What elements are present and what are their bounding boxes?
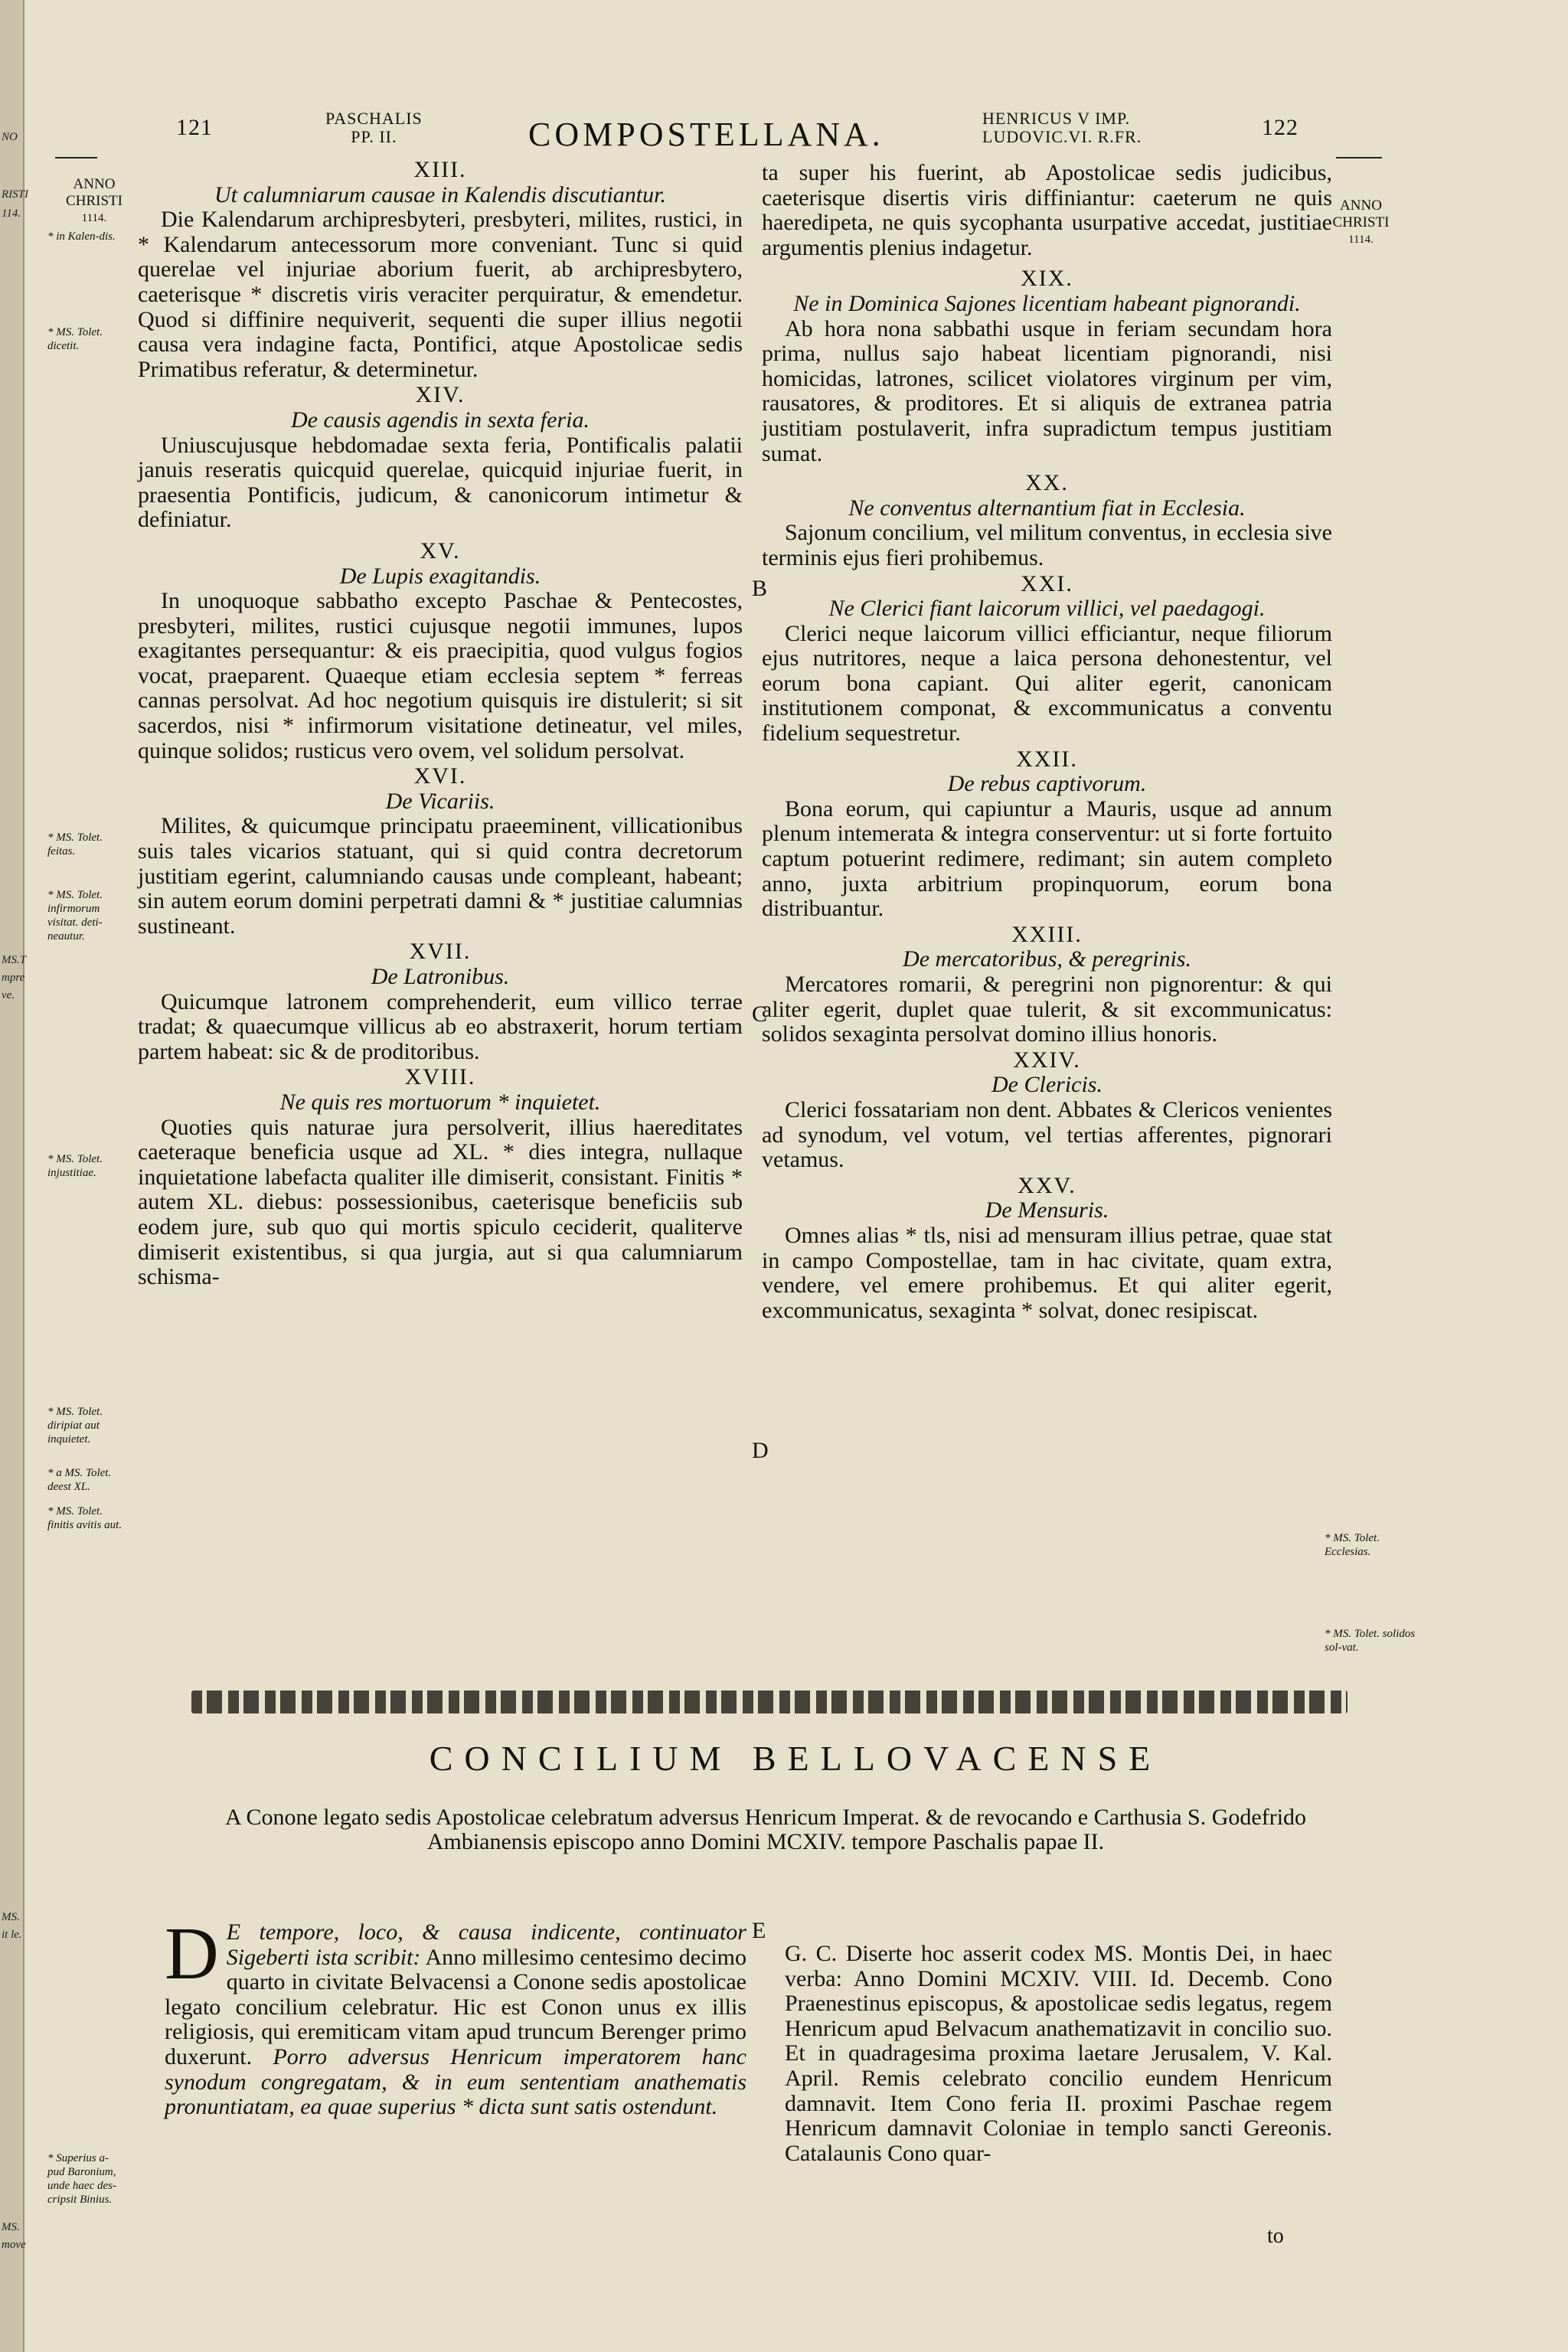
margin-note: * in Kalen-dis. bbox=[47, 230, 116, 243]
gutter-note: ve. bbox=[2, 989, 15, 1001]
gutter-note: MS. bbox=[2, 2221, 20, 2233]
anno-christi-left: ANNO CHRISTI 1114. bbox=[66, 176, 122, 224]
catchword: to bbox=[1267, 2224, 1284, 2248]
section-number: XIII. bbox=[413, 157, 467, 182]
section-rubric: Ne conventus alternantium fiat in Ecclesia. bbox=[848, 495, 1246, 521]
section-rubric: De Mensuris. bbox=[985, 1197, 1109, 1223]
margin-note: * MS. Tolet. finitis avitis aut. bbox=[47, 1505, 122, 1531]
section-number: XIV. bbox=[415, 382, 466, 408]
concilium-left-column bbox=[165, 1913, 746, 2120]
margin-note: * MS. Tolet. feitas. bbox=[47, 831, 103, 858]
section-rubric: De Clericis. bbox=[991, 1072, 1102, 1098]
right-column bbox=[762, 161, 1332, 1323]
section-text: Quoties quis naturae jura persolverit, illius haereditates caeteraque beneficia usque ad XL. * dies integra, nullaque inquietatione labefacta qualiter ille dimiserit, consistant. Finitis * autem XL. diebus: possessionibus, caeterisque beneficiis sub eodem jure, sub quo qui mortis spiculo ceciderit, qualiterve dimiserit existentibus, si qua jurgia, aut si qua calumniarum schisma- bbox=[138, 1114, 743, 1290]
line-marker-e: E bbox=[752, 1918, 766, 1943]
section-number: XVI. bbox=[413, 763, 467, 789]
gutter-note: mpre bbox=[2, 972, 25, 984]
section-rubric: De rebus captivorum. bbox=[947, 771, 1147, 797]
gutter-note: 114. bbox=[2, 207, 21, 220]
section-number: XV. bbox=[420, 537, 461, 564]
text-italic: Porro adversus Henricum imperatorem hanc synodum congregatam, & in eum sententiam anathematis pronuntiatam, ea quae superius * dicta sunt satis ostendunt. bbox=[165, 2043, 746, 2120]
section-number: XXII. bbox=[1016, 746, 1078, 772]
concilium-subtitle: A Conone legato sedis Apostolicae celebratum adversus Henricum Imperat. & de revocando e Carthusia S. Godefrido Ambianensis episcopo anno Domini MCXIV. tempore Paschalis papae II. bbox=[224, 1805, 1307, 1854]
section-number: XX. bbox=[1025, 470, 1069, 496]
margin-note: * MS. Tolet. solidos sol-vat. bbox=[1325, 1628, 1416, 1654]
margin-note: * MS. Tolet. injustitiae. bbox=[47, 1153, 103, 1179]
section-number: XXV. bbox=[1018, 1172, 1076, 1198]
gutter-note: MS.T bbox=[2, 954, 27, 966]
margin-note: * MS. Tolet. diripiat aut inquietet. bbox=[47, 1406, 103, 1446]
binding-gutter bbox=[0, 0, 28, 2352]
rule bbox=[1336, 157, 1382, 158]
anno-christi-right: ANNO CHRISTI 1114. bbox=[1332, 198, 1390, 246]
section-rubric: De Latronibus. bbox=[371, 964, 510, 989]
section-rubric: De mercatoribus, & peregrinis. bbox=[903, 946, 1191, 972]
section-text: Omnes alias * tls, nisi ad mensuram illius petrae, quae stat in campo Compostellae, tam in hac civitate, quam extra, vendere, vel emere prohibemus. Et qui aliter egerit, excommunicatus, sexaginta * solvat, donec resipiscat. bbox=[762, 1222, 1332, 1323]
concilium-title: CONCILIUM BELLOVACENSE bbox=[429, 1739, 1162, 1778]
drop-cap: D bbox=[165, 1913, 219, 1995]
section-number: XXIII. bbox=[1011, 921, 1083, 947]
section-number: XVII. bbox=[409, 939, 472, 965]
rule bbox=[55, 157, 97, 158]
running-title: COMPOSTELLANA. bbox=[528, 116, 884, 153]
section-text: ta super his fuerint, ab Apostolicae sedis judicibus, caeterisque disertis viris diffiniantur: caeterum ne quis haeredipeta, ne quis sycophanta usurpative accedat, justitiae argumentis plenius indagetur. bbox=[762, 160, 1332, 260]
section-number: XXI. bbox=[1021, 570, 1073, 596]
line-marker-b: B bbox=[752, 576, 768, 601]
margin-note: * Superius a-pud Baronium, unde haec des-cripsit Binius. bbox=[47, 2152, 116, 2206]
section-number: XIX. bbox=[1021, 266, 1073, 292]
book-page bbox=[23, 0, 1568, 2352]
running-head-left: PASCHALIS PP. II. bbox=[325, 109, 423, 146]
text-roman: G. C. Diserte hoc asserit codex MS. Montis Dei, in haec verba: Anno Domini MCXIV. VIII. Id. Decemb. Cono Praenestinus episcopus, & apostolicae sedis legatus, regem Henricum apud Belvacum anathematizavit in concilio suo. Et in quadragesima proxima laetare Jerusalem, V. Kal. April. Remis celebrato concilio eundem Henricum damnavit. Item Cono feria II. proximi Paschae regem Henricum damnavit Coloniae in templo sancti Gereonis. Catalaunis Cono quar- bbox=[785, 1941, 1332, 2166]
section-number: XVIII. bbox=[404, 1064, 476, 1090]
running-head-right: HENRICUS V IMP. LUDOVIC.VI. R.FR. bbox=[982, 109, 1142, 146]
margin-note: * MS. Tolet. Ecclesias. bbox=[1325, 1532, 1380, 1558]
left-column bbox=[138, 157, 743, 1290]
section-rubric: Ne Clerici fiant laicorum villici, vel paedagogi. bbox=[828, 596, 1266, 622]
margin-note: * MS. Tolet. dicetit. bbox=[47, 326, 103, 352]
gutter-note: move bbox=[2, 2239, 26, 2251]
section-text: Quicumque latronem comprehenderit, eum villico terrae tradat; & quaecumque villicus ab eo abstraxerit, horum tertiam partem habeat: sic & de proditoribus. bbox=[138, 988, 743, 1064]
section-rubric: De Lupis exagitandis. bbox=[339, 563, 541, 589]
section-text: Mercatores romarii, & peregrini non pignorentur: & qui aliter egerit, duplet quae tulerit, & sit excommunicatus: solidos sexaginta persolvat domino illius honoris. bbox=[762, 972, 1332, 1047]
section-text: Die Kalendarum archipresbyteri, presbyteri, milites, rustici, in * Kalendarum antecessorum more conveniant. Tunc si quid querelae vel injuriae aborium fuerit, ab archipresbytero, caeterisque * discretis viris veraciter perquiratur, & emendetur. Quod si diffinire nequiverit, sequenti die super illius negotii causa vera indagine facta, Pontifici, atque Apostolicae sedis Primatibus referatur, & determinetur. bbox=[138, 207, 743, 382]
section-rubric: Ne in Dominica Sajones licentiam habeant pignorandi. bbox=[793, 290, 1301, 316]
section-number: XXIV. bbox=[1013, 1047, 1081, 1073]
section-text: Bona eorum, qui capiuntur a Mauris, usque ad annum plenum intemerata & integra conserventur: ut si forte fortuito captum potuerint redimere, redimant; sin autem completo anno, juxta arbitrium propinquorum, eorum bona distribuantur. bbox=[762, 795, 1332, 922]
text-roman: Anno millesimo centesimo decimo quarto in civitate Belvacensi a Conone sedis apostolicae legato concilium celebratur. Hic est Conon unus ex illis religiosis, qui eremiticam vitam apud truncum Berenger primo duxerunt. bbox=[165, 1944, 746, 2069]
gutter-note: RISTI bbox=[2, 188, 28, 201]
section-text: Uniuscujusque hebdomadae sexta feria, Pontificalis palatii januis reseratis quicquid querelae, quicquid injuriae fuerit, in praesentia Pontificis, judicum, & canonicorum intimetur & definiatur. bbox=[138, 432, 743, 533]
section-text: Sajonum concilium, vel militum conventus, in ecclesia sive terminis ejus fieri prohibemus. bbox=[762, 520, 1332, 570]
margin-note: * a MS. Tolet. deest XL. bbox=[47, 1467, 112, 1493]
line-marker-d: D bbox=[752, 1438, 769, 1463]
section-text: In unoquoque sabbatho excepto Paschae & Pentecostes, presbyteri, milites, rustici cujusque negotii immunes, lupos exagitantes persequantur: & eis praecipitia, quod vulgus fogios vocat, praeparent. Quaeque etiam ecclesia septem * ferreas cannas persolvat. Ad hoc negotium quisquis ire distulerit; si sit sacerdos, nisi * infirmorum visitatione detineatur, vel miles, quinque solidos; rusticus vero ovem, vel solidum persolvat. bbox=[138, 588, 743, 763]
line-marker-c: C bbox=[752, 1001, 768, 1027]
section-text: Clerici neque laicorum villici efficiantur, neque filiorum ejus nutritores, neque a laica persona dehonestentur, vel eorum bona capiant. Qui aliter egerit, canonicam institutionem componat, & excommunicatus a conventu fidelium sequestretur. bbox=[762, 620, 1332, 746]
page-number-right: 122 bbox=[1262, 115, 1298, 140]
section-rubric: Ne quis res mortuorum * inquietet. bbox=[279, 1089, 601, 1115]
section-text: Milites, & quicumque principatu praeeminent, villicationibus suis tales vicarios statuant, qui si quid contra decretorum justitiam egerint, calumniando causas unde compleant, habeant; sin autem eorum domini perpetrati damni & * justitiae calumnias sustineant. bbox=[138, 813, 743, 939]
section-rubric: Ut calumniarum causae in Kalendis discutiantur. bbox=[214, 181, 666, 207]
page-number-left: 121 bbox=[176, 115, 213, 140]
gutter-note: it le. bbox=[2, 1929, 22, 1941]
text-italic: E tempore, loco, & causa indicente, continuator Sigeberti ista scribit: bbox=[226, 1919, 746, 1970]
gutter-note: NO bbox=[2, 131, 18, 143]
section-text: Clerici fossatariam non dent. Abbates & Clericos venientes ad synodum, vel votum, vel tertias afferentes, pignorari vetamus. bbox=[762, 1096, 1332, 1173]
gutter-note: MS. bbox=[2, 1911, 20, 1923]
ornamental-band bbox=[191, 1690, 1348, 1713]
concilium-right-column bbox=[785, 1942, 1332, 2166]
section-text: Ab hora nona sabbathi usque in feriam secundam hora prima, nullus sajo habeat licentiam pignorandi, nisi homicidas, latrones, scilicet violatores virginum per vim, rausatores, & proditores. Et si aliquis de extranea patria justitiam postulaverit, infra supradictum tempus justitiam sumat. bbox=[762, 315, 1332, 466]
section-rubric: De Vicariis. bbox=[385, 788, 495, 814]
margin-note: * MS. Tolet. infirmorum visitat. deti-neautur. bbox=[47, 889, 103, 942]
section-rubric: De causis agendis in sexta feria. bbox=[291, 407, 590, 433]
